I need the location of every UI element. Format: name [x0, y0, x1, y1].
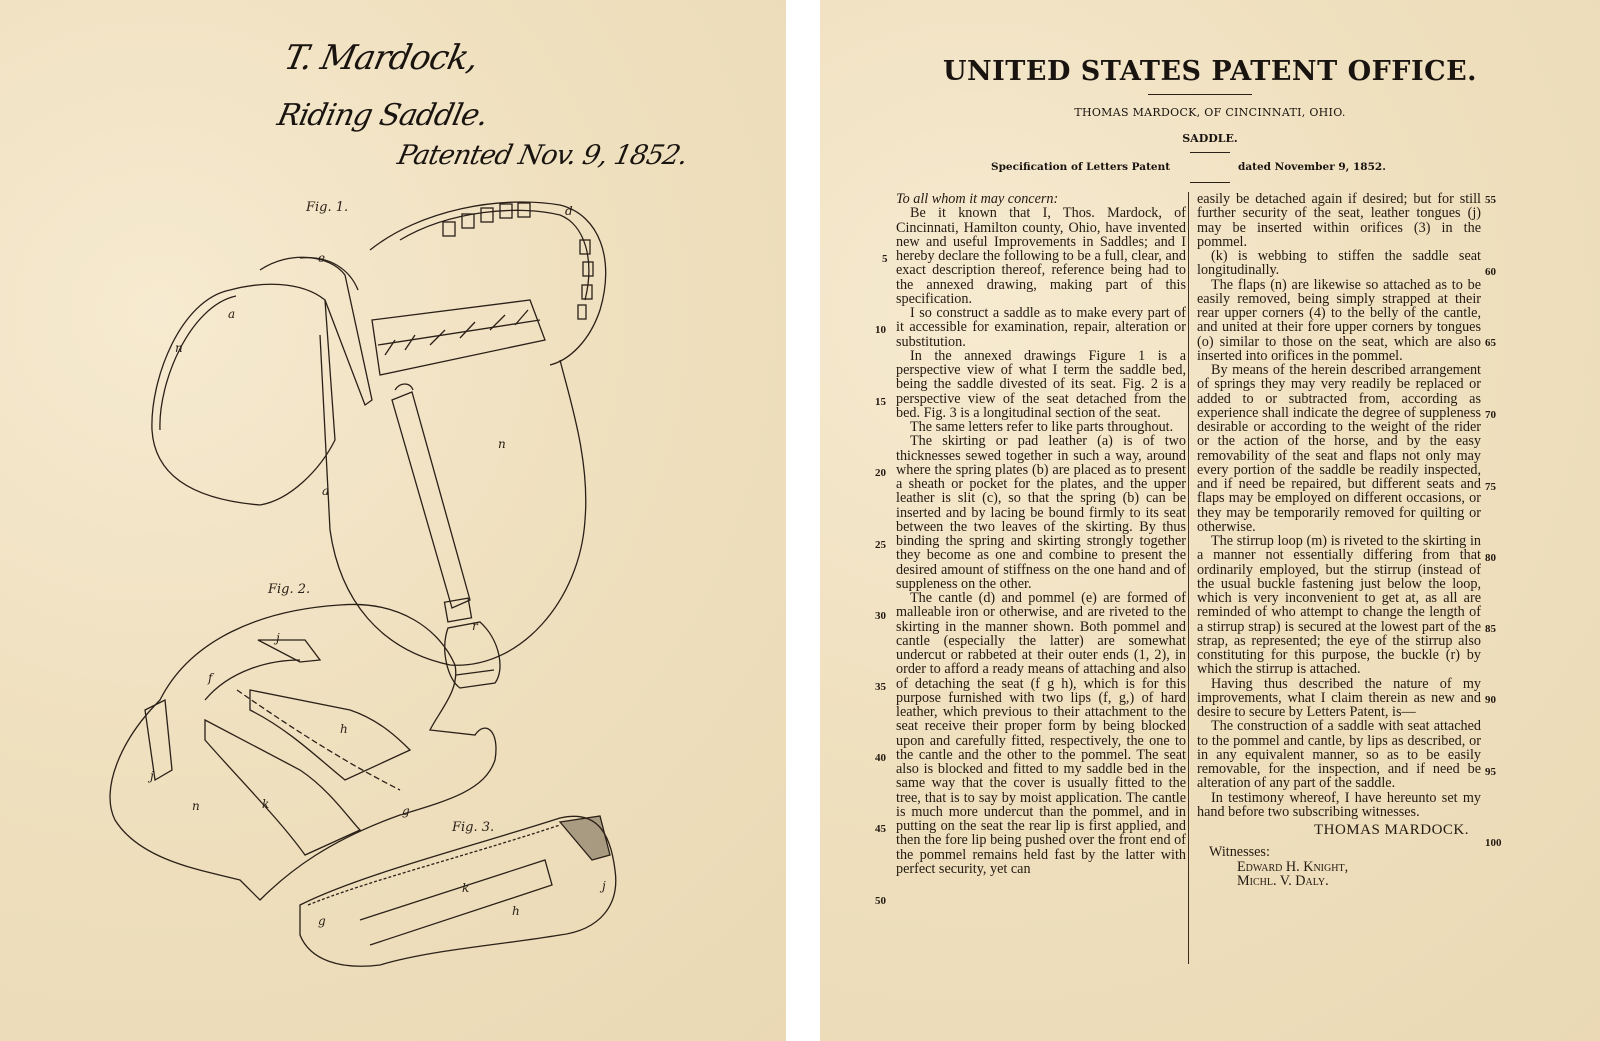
line-number: 40 — [875, 752, 886, 764]
line-number: 35 — [875, 681, 886, 693]
line-number: 55 — [1485, 194, 1496, 206]
svg-text:k: k — [262, 797, 270, 811]
specification-page — [820, 0, 1600, 1041]
svg-text:g: g — [318, 914, 326, 928]
line-number: 20 — [875, 467, 886, 479]
svg-text:f: f — [208, 671, 213, 685]
paragraph: The flaps (n) are likewise so attached as to be easily removed, being simply strapped at their rear upper corners (4) to the belly of the cantle, and united at their fore upper corners by tongues (o) similar to those on the seat, which are also inserted into orifices in the pommel. — [1197, 276, 1481, 364]
line-number: 75 — [1485, 481, 1496, 493]
line-number: 45 — [875, 823, 886, 835]
svg-text:j: j — [602, 879, 606, 893]
svg-text:h: h — [512, 904, 520, 918]
paragraph: I so construct a saddle as to make every part of it accessible for examination, repair, alteration or substitution. — [896, 305, 1186, 350]
specification-right-column — [1197, 192, 1481, 888]
paragraph: The cantle (d) and pommel (e) are formed of malleable iron or otherwise, and are riveted to the skirting in the manner shown. Both pommel and cantle (especially the latter) are somewhat undercut or rabbeted at their outer ends (1, 2), in order to afford a ready means of attaching and also of detaching the seat (f g h), which is for this purpose furnished with two lips (f, g,) of hard leather, which previous to their attachment to the seat receive their proper form by being blocked upon and carefully fitted, respectively, the one to the cantle and the other to the pommel. The seat also is blocked and fitted to my saddle bed in the same way that the cover is usually fitted to the tree, that is to say by moist application. The cantle is much more undercut than the pommel, and in putting on the seat the rear lip is first applied, and then the fore lip being pushed over the front end of the pommel remains held fast by the latter with perfect security, yet can — [896, 590, 1186, 877]
paragraph: The same letters refer to like parts throughout. — [910, 419, 1174, 435]
svg-text:j: j — [276, 631, 280, 645]
paragraph: Having thus described the nature of my improvements, what I claim therein as new and desire to secure by Letters Patent, is— — [1197, 675, 1481, 720]
line-number: 85 — [1485, 623, 1496, 635]
paragraph: The stirrup loop (m) is riveted to the skirting in a manner not essentially differing from that ordinarily employed, but the stirrup (instead of the usual buckle fastening just below the loop, which is very inconvenient to get at, as all are reminded of who attempt to change the length of a stirrup strap) is secured at the lowest part of the strap, as represented; the eye of the stirrup also constituting for this purpose, the buckle (r) by which the stirrup is attached. — [1197, 533, 1481, 678]
drawing-patent-date: Patented Nov. 9, 1852. — [394, 140, 690, 171]
fig-1-label: Fig. 1. — [306, 200, 349, 215]
line-number: 95 — [1485, 766, 1496, 778]
drawing-title: Riding Saddle. — [274, 98, 491, 133]
office-title: UNITED STATES PATENT OFFICE. — [942, 56, 1478, 87]
witness-name: Edward H. Knight, — [1237, 858, 1349, 875]
paragraph: Be it known that I, Thos. Mardock, of Cincinnati, Hamilton county, Ohio, have invented new and useful Improvements in Saddles; and I hereby declare the following to be a full, clear, and exact description thereof, reference being had to the annexed drawing, making part of this specification. — [896, 205, 1186, 307]
line-number: 15 — [875, 396, 886, 408]
svg-text:a: a — [322, 484, 330, 498]
witness-name: Michl. V. Daly. — [1237, 872, 1329, 889]
patent-subject: SADDLE. — [1182, 132, 1238, 145]
fig-1-saddle-drawing — [152, 202, 606, 688]
claim: The construction of a saddle with seat attached to the pommel and cantle, by lips as described, or in any equivalent manner, so as to be easily removable, for the inspection, and if need be alteration of any part of the saddle. — [1197, 718, 1481, 792]
fig-3-label: Fig. 3. — [452, 820, 495, 835]
inventor-signature: THOMAS MARDOCK. — [1313, 822, 1469, 838]
svg-text:a: a — [228, 307, 236, 321]
paragraph: In the annexed drawings Figure 1 is a perspective view of what I term the saddle bed, being the saddle divested of its seat. Fig. 2 is a perspective view of the seat detached from the bed. Fig. 3 is a longitudinal section of the seat. — [896, 347, 1186, 421]
line-number: 10 — [875, 324, 886, 336]
subject-rule — [1190, 152, 1230, 153]
specification-left-column — [896, 192, 1186, 876]
spec-date: dated November 9, 1852. — [1238, 161, 1386, 173]
inventor-line: THOMAS MARDOCK, OF CINCINNATI, OHIO. — [1074, 106, 1346, 119]
witnesses-label: Witnesses: — [1209, 844, 1270, 861]
line-number: 25 — [875, 539, 886, 551]
line-number: 60 — [1485, 266, 1496, 278]
line-number: 50 — [875, 895, 886, 907]
line-number: 100 — [1485, 837, 1502, 849]
title-rule — [1148, 94, 1252, 95]
svg-text:n: n — [498, 437, 506, 451]
spec-label: Specification of Letters Patent — [991, 161, 1171, 173]
paragraph: easily be detached again if desired; but for still further security of the seat, leather tongues (j) may be inserted within orifices (3) in the pommel. — [1197, 191, 1481, 250]
drawing-sheet-page — [0, 0, 786, 1041]
paragraph: The skirting or pad leather (a) is of two thicknesses sewed together in such a way, around where the spring plates (b) are placed as to present a sheath or pocket for the plates, and the upper leather is slit (c), so that the spring (b) can be inserted and by lacing be bound firmly to its seat between the two leaves of the skirting. By thus binding the spring and skirting strongly together they become as one and combine to present the desired amount of stiffness on the one hand and of suppleness on the other. — [896, 433, 1186, 592]
fig-3-section-drawing — [300, 816, 616, 966]
saddle-patent-drawing — [90, 190, 650, 980]
svg-text:e: e — [318, 251, 326, 265]
svg-text:n: n — [175, 341, 183, 355]
svg-text:d: d — [565, 204, 573, 218]
svg-text:k: k — [462, 881, 470, 895]
paragraph: (k) is webbing to stiffen the saddle seat longitudinally. — [1197, 248, 1481, 279]
line-number: 70 — [1485, 409, 1496, 421]
paragraph: In testimony whereof, I have hereunto set my hand before two subscribing witnesses. — [1197, 789, 1481, 820]
line-number: 30 — [875, 610, 886, 622]
svg-text:j: j — [150, 769, 154, 783]
line-number: 65 — [1485, 337, 1496, 349]
drawing-inventor-name: T. Mardock, — [280, 38, 482, 78]
svg-text:n: n — [192, 799, 200, 813]
column-divider — [1188, 192, 1189, 964]
line-number: 80 — [1485, 552, 1496, 564]
spec-rule — [1190, 182, 1230, 183]
line-number: 90 — [1485, 694, 1496, 706]
paragraph: By means of the herein described arrangement of springs they may very readily be replaced or added to or subtracted from, according as experience shall indicate the degree of suppleness desirable or according to the weight of the rider or the action of the horse, and by the easy removability of the seat and flaps not only may every portion of the saddle be readily inspected, and if need be repaired, but different seats and flaps may be employed on different occasions, or they may be temporarily removed for quilting or otherwise. — [1197, 362, 1481, 535]
svg-text:h: h — [340, 722, 348, 736]
svg-text:r: r — [472, 619, 478, 633]
line-number: 5 — [882, 253, 888, 265]
fig-2-label: Fig. 2. — [268, 582, 311, 597]
svg-text:g: g — [402, 804, 410, 818]
salutation: To all whom it may concern: — [896, 191, 1059, 207]
